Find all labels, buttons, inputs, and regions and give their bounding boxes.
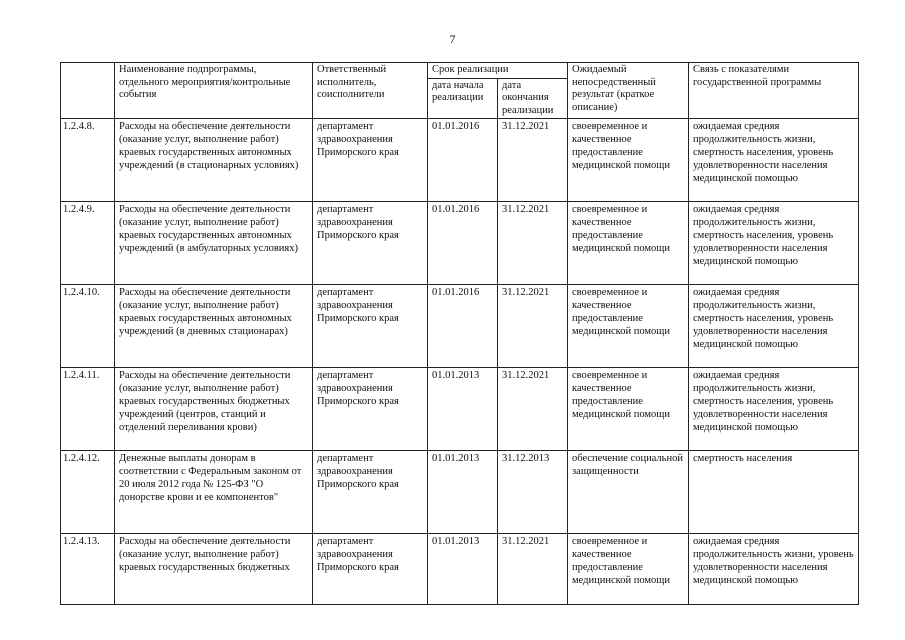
row-end-date: 31.12.2021: [498, 119, 568, 202]
row-name: Расходы на обеспечение деятельности (оказание услуг, выполнение работ) краевых государственных бюджетных учреждений (центров, станций и отделений переливания крови): [115, 368, 313, 451]
program-activities-table: [60, 62, 859, 605]
header-period: Срок реализации: [428, 63, 568, 79]
row-result: своевременное и качественное предоставление медицинской помощи: [568, 119, 689, 202]
row-link: ожидаемая средняя продолжительность жизни, смертность населения, уровень удовлетворенности населения медицинской помощью: [689, 202, 859, 285]
header-name: Наименование подпрограммы, отдельного мероприятия/контрольные события: [115, 63, 313, 119]
row-code: 1.2.4.9.: [61, 202, 115, 285]
header-start: дата начала реализации: [428, 78, 498, 119]
table-row: [61, 451, 859, 534]
row-code: 1.2.4.8.: [61, 119, 115, 202]
row-end-date: 31.12.2021: [498, 368, 568, 451]
row-result: своевременное и качественное предоставление медицинской помощи: [568, 202, 689, 285]
table-row: [61, 285, 859, 368]
header-executor: Ответственный исполнитель, соисполнители: [313, 63, 428, 119]
row-start-date: 01.01.2016: [428, 285, 498, 368]
table-header: [61, 63, 859, 119]
table-body: [61, 119, 859, 605]
row-start-date: 01.01.2013: [428, 534, 498, 605]
row-end-date: 31.12.2013: [498, 451, 568, 534]
header-end: дата окончания реализации: [498, 78, 568, 119]
header-result: Ожидаемый непосредственный результат (краткое описание): [568, 63, 689, 119]
row-code: 1.2.4.11.: [61, 368, 115, 451]
row-name: Денежные выплаты донорам в соответствии с Федеральным законом от 20 июля 2012 года № 125-ФЗ "О донорстве крови и ее компонентов": [115, 451, 313, 534]
row-executor: департамент здравоохранения Приморского края: [313, 285, 428, 368]
row-link: ожидаемая средняя продолжительность жизни, смертность населения, уровень удовлетворенности населения медицинской помощью: [689, 119, 859, 202]
row-code: 1.2.4.10.: [61, 285, 115, 368]
row-name: Расходы на обеспечение деятельности (оказание услуг, выполнение работ) краевых государственных автономных учреждений (в стационарных условиях): [115, 119, 313, 202]
row-link: ожидаемая средняя продолжительность жизни, смертность населения, уровень удовлетворенности населения медицинской помощью: [689, 368, 859, 451]
row-executor: департамент здравоохранения Приморского края: [313, 451, 428, 534]
row-name: Расходы на обеспечение деятельности (оказание услуг, выполнение работ) краевых государственных автономных учреждений (в дневных стационарах): [115, 285, 313, 368]
row-executor: департамент здравоохранения Приморского края: [313, 534, 428, 605]
row-end-date: 31.12.2021: [498, 534, 568, 605]
row-end-date: 31.12.2021: [498, 202, 568, 285]
row-result: своевременное и качественное предоставление медицинской помощи: [568, 368, 689, 451]
row-link: ожидаемая средняя продолжительность жизни, смертность населения, уровень удовлетворенности населения медицинской помощью: [689, 285, 859, 368]
header-code: [61, 63, 115, 119]
row-name: Расходы на обеспечение деятельности (оказание услуг, выполнение работ) краевых государственных автономных учреждений (в амбулаторных условиях): [115, 202, 313, 285]
row-executor: департамент здравоохранения Приморского края: [313, 202, 428, 285]
row-result: своевременное и качественное предоставление медицинской помощи: [568, 534, 689, 605]
page-number: 7: [449, 32, 456, 46]
row-executor: департамент здравоохранения Приморского края: [313, 119, 428, 202]
row-result: своевременное и качественное предоставление медицинской помощи: [568, 285, 689, 368]
row-result: обеспечение социальной защищенности: [568, 451, 689, 534]
row-executor: департамент здравоохранения Приморского края: [313, 368, 428, 451]
row-end-date: 31.12.2021: [498, 285, 568, 368]
row-start-date: 01.01.2013: [428, 451, 498, 534]
row-link: ожидаемая средняя продолжительность жизни, уровень удовлетворенности населения медицинской помощью: [689, 534, 859, 605]
row-start-date: 01.01.2016: [428, 119, 498, 202]
row-name: Расходы на обеспечение деятельности (оказание услуг, выполнение работ) краевых государственных бюджетных: [115, 534, 313, 605]
row-start-date: 01.01.2013: [428, 368, 498, 451]
row-code: 1.2.4.13.: [61, 534, 115, 605]
table-row: [61, 534, 859, 605]
row-start-date: 01.01.2016: [428, 202, 498, 285]
table-row: [61, 119, 859, 202]
header-link: Связь с показателями государственной программы: [689, 63, 859, 119]
table-row: [61, 368, 859, 451]
row-code: 1.2.4.12.: [61, 451, 115, 534]
table-row: [61, 202, 859, 285]
row-link: смертность населения: [689, 451, 859, 534]
